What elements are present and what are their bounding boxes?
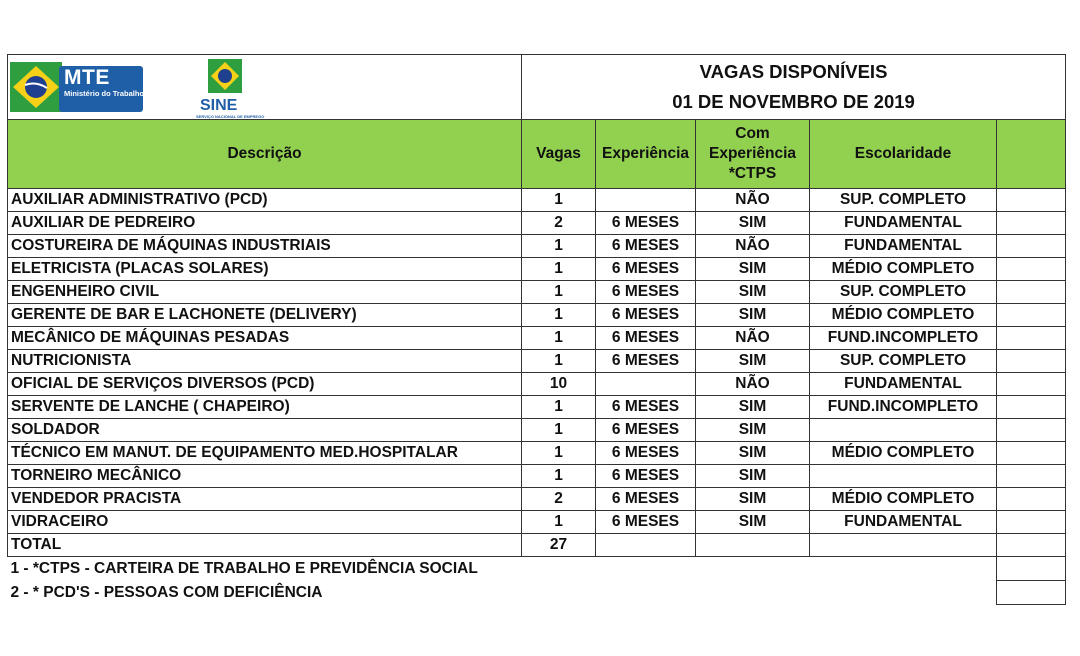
- total-row: [8, 534, 1066, 557]
- cell-escolaridade: [810, 465, 997, 488]
- cell-vagas: 1: [522, 465, 596, 488]
- table-row: [8, 419, 1066, 442]
- cell-ctps: SIM: [696, 442, 810, 465]
- cell-empty: [997, 442, 1066, 465]
- cell-descricao: MECÂNICO DE MÁQUINAS PESADAS: [8, 327, 522, 350]
- note-ctps: 1 - *CTPS - CARTEIRA DE TRABALHO E PREVIDÊNCIA SOCIAL: [10, 559, 478, 577]
- column-header-row: [8, 120, 1066, 189]
- table-row: [8, 442, 1066, 465]
- table-row: [8, 212, 1066, 235]
- cell-ctps: SIM: [696, 212, 810, 235]
- cell-empty: [997, 281, 1066, 304]
- cell-empty: [997, 212, 1066, 235]
- cell-vagas: 10: [522, 373, 596, 396]
- cell-vagas: 1: [522, 258, 596, 281]
- cell-empty: [997, 373, 1066, 396]
- vagas-table: [7, 54, 1066, 605]
- mte-logo-subtitle: Ministério do Trabalho e Emprego: [64, 89, 185, 98]
- cell-descricao: AUXILIAR ADMINISTRATIVO (PCD): [8, 189, 522, 212]
- cell-descricao: NUTRICIONISTA: [8, 350, 522, 373]
- cell-experiencia: 6 MESES: [596, 419, 696, 442]
- cell-experiencia: 6 MESES: [596, 350, 696, 373]
- note-empty-cell: [997, 581, 1066, 605]
- total-empty-cell: [596, 534, 696, 557]
- cell-descricao: AUXILIAR DE PEDREIRO: [8, 212, 522, 235]
- cell-ctps: SIM: [696, 350, 810, 373]
- table-row: [8, 304, 1066, 327]
- cell-ctps: SIM: [696, 511, 810, 534]
- table-row: [8, 281, 1066, 304]
- page-date: 01 DE NOVEMBRO DE 2019: [672, 91, 915, 112]
- cell-escolaridade: MÉDIO COMPLETO: [810, 304, 997, 327]
- col-header-escolaridade: Escolaridade: [810, 120, 997, 189]
- cell-vagas: 2: [522, 212, 596, 235]
- cell-ctps: NÃO: [696, 189, 810, 212]
- cell-escolaridade: FUNDAMENTAL: [810, 511, 997, 534]
- cell-ctps: SIM: [696, 419, 810, 442]
- cell-descricao: VIDRACEIRO: [8, 511, 522, 534]
- cell-vagas: 1: [522, 396, 596, 419]
- col-header-experiencia: Experiência: [596, 120, 696, 189]
- cell-escolaridade: SUP. COMPLETO: [810, 281, 997, 304]
- cell-experiencia: [596, 373, 696, 396]
- cell-empty: [997, 511, 1066, 534]
- table-row: [8, 373, 1066, 396]
- cell-experiencia: 6 MESES: [596, 442, 696, 465]
- cell-empty: [997, 189, 1066, 212]
- cell-descricao: ELETRICISTA (PLACAS SOLARES): [8, 258, 522, 281]
- total-empty-cell: [997, 534, 1066, 557]
- cell-empty: [997, 258, 1066, 281]
- cell-escolaridade: MÉDIO COMPLETO: [810, 258, 997, 281]
- total-value: 27: [522, 534, 596, 557]
- cell-escolaridade: FUND.INCOMPLETO: [810, 327, 997, 350]
- cell-experiencia: 6 MESES: [596, 281, 696, 304]
- cell-ctps: SIM: [696, 258, 810, 281]
- cell-descricao: TÉCNICO EM MANUT. DE EQUIPAMENTO MED.HOSPITALAR: [8, 442, 522, 465]
- cell-ctps: SIM: [696, 281, 810, 304]
- total-label: TOTAL: [8, 534, 522, 557]
- mte-logo: [9, 58, 185, 115]
- cell-experiencia: [596, 189, 696, 212]
- cell-experiencia: 6 MESES: [596, 327, 696, 350]
- cell-experiencia: 6 MESES: [596, 212, 696, 235]
- cell-vagas: 1: [522, 442, 596, 465]
- cell-experiencia: 6 MESES: [596, 396, 696, 419]
- cell-experiencia: 6 MESES: [596, 304, 696, 327]
- cell-descricao: OFICIAL DE SERVIÇOS DIVERSOS (PCD): [8, 373, 522, 396]
- cell-ctps: NÃO: [696, 235, 810, 258]
- title-cell: [522, 55, 1066, 120]
- cell-ctps: SIM: [696, 465, 810, 488]
- cell-experiencia: 6 MESES: [596, 235, 696, 258]
- cell-escolaridade: FUNDAMENTAL: [810, 212, 997, 235]
- cell-experiencia: 6 MESES: [596, 465, 696, 488]
- cell-escolaridade: [810, 419, 997, 442]
- table-row: [8, 327, 1066, 350]
- cell-descricao: VENDEDOR PRACISTA: [8, 488, 522, 511]
- cell-empty: [997, 327, 1066, 350]
- table-row: [8, 235, 1066, 258]
- header-row: [8, 55, 1066, 120]
- cell-descricao: TORNEIRO MECÂNICO: [8, 465, 522, 488]
- cell-escolaridade: MÉDIO COMPLETO: [810, 442, 997, 465]
- cell-empty: [997, 488, 1066, 511]
- cell-descricao: ENGENHEIRO CIVIL: [8, 281, 522, 304]
- cell-vagas: 1: [522, 327, 596, 350]
- cell-descricao: COSTUREIRA DE MÁQUINAS INDUSTRIAIS: [8, 235, 522, 258]
- col-header-vagas: Vagas: [522, 120, 596, 189]
- page-title: VAGAS DISPONÍVEIS: [699, 61, 888, 82]
- sine-logo-text: SINE: [200, 97, 238, 114]
- cell-experiencia: 6 MESES: [596, 511, 696, 534]
- total-empty-cell: [696, 534, 810, 557]
- col-header-descricao: Descrição: [8, 120, 522, 189]
- cell-vagas: 1: [522, 304, 596, 327]
- note-row: [8, 581, 1066, 605]
- sine-flag-icon: [196, 58, 254, 98]
- total-empty-cell: [810, 534, 997, 557]
- cell-empty: [997, 419, 1066, 442]
- cell-ctps: SIM: [696, 488, 810, 511]
- table-row: [8, 488, 1066, 511]
- cell-vagas: 2: [522, 488, 596, 511]
- cell-descricao: GERENTE DE BAR E LACHONETE (DELIVERY): [8, 304, 522, 327]
- cell-vagas: 1: [522, 350, 596, 373]
- cell-vagas: 1: [522, 281, 596, 304]
- cell-escolaridade: SUP. COMPLETO: [810, 189, 997, 212]
- note-pcd: 2 - * PCD'S - PESSOAS COM DEFICIÊNCIA: [10, 583, 323, 601]
- cell-experiencia: 6 MESES: [596, 488, 696, 511]
- cell-empty: [997, 304, 1066, 327]
- cell-escolaridade: FUNDAMENTAL: [810, 235, 997, 258]
- cell-ctps: SIM: [696, 304, 810, 327]
- cell-ctps: NÃO: [696, 373, 810, 396]
- note-row: [8, 557, 1066, 581]
- table-row: [8, 258, 1066, 281]
- col-header-empty: [997, 120, 1066, 189]
- cell-descricao: SERVENTE DE LANCHE ( CHAPEIRO): [8, 396, 522, 419]
- col-header-com-experiencia: Com Experiência *CTPS: [696, 120, 810, 189]
- mte-logo-text: MTE: [64, 66, 110, 89]
- cell-escolaridade: FUND.INCOMPLETO: [810, 396, 997, 419]
- cell-vagas: 1: [522, 419, 596, 442]
- cell-empty: [997, 350, 1066, 373]
- cell-experiencia: 6 MESES: [596, 258, 696, 281]
- table-row: [8, 511, 1066, 534]
- table-row: [8, 465, 1066, 488]
- sine-logo: [196, 58, 265, 119]
- cell-escolaridade: SUP. COMPLETO: [810, 350, 997, 373]
- cell-descricao: SOLDADOR: [8, 419, 522, 442]
- logos-cell: [8, 55, 522, 120]
- sine-logo-subtitle: SERVIÇO NACIONAL DE EMPREGO: [196, 114, 265, 119]
- table-row: [8, 350, 1066, 373]
- cell-vagas: 1: [522, 511, 596, 534]
- cell-empty: [997, 396, 1066, 419]
- cell-escolaridade: MÉDIO COMPLETO: [810, 488, 997, 511]
- cell-empty: [997, 235, 1066, 258]
- table-body: [8, 189, 1066, 534]
- vagas-sheet: [7, 54, 1065, 605]
- cell-escolaridade: FUNDAMENTAL: [810, 373, 997, 396]
- table-row: [8, 189, 1066, 212]
- cell-vagas: 1: [522, 189, 596, 212]
- cell-ctps: NÃO: [696, 327, 810, 350]
- note-empty-cell: [997, 557, 1066, 581]
- table-row: [8, 396, 1066, 419]
- cell-vagas: 1: [522, 235, 596, 258]
- cell-empty: [997, 465, 1066, 488]
- cell-ctps: SIM: [696, 396, 810, 419]
